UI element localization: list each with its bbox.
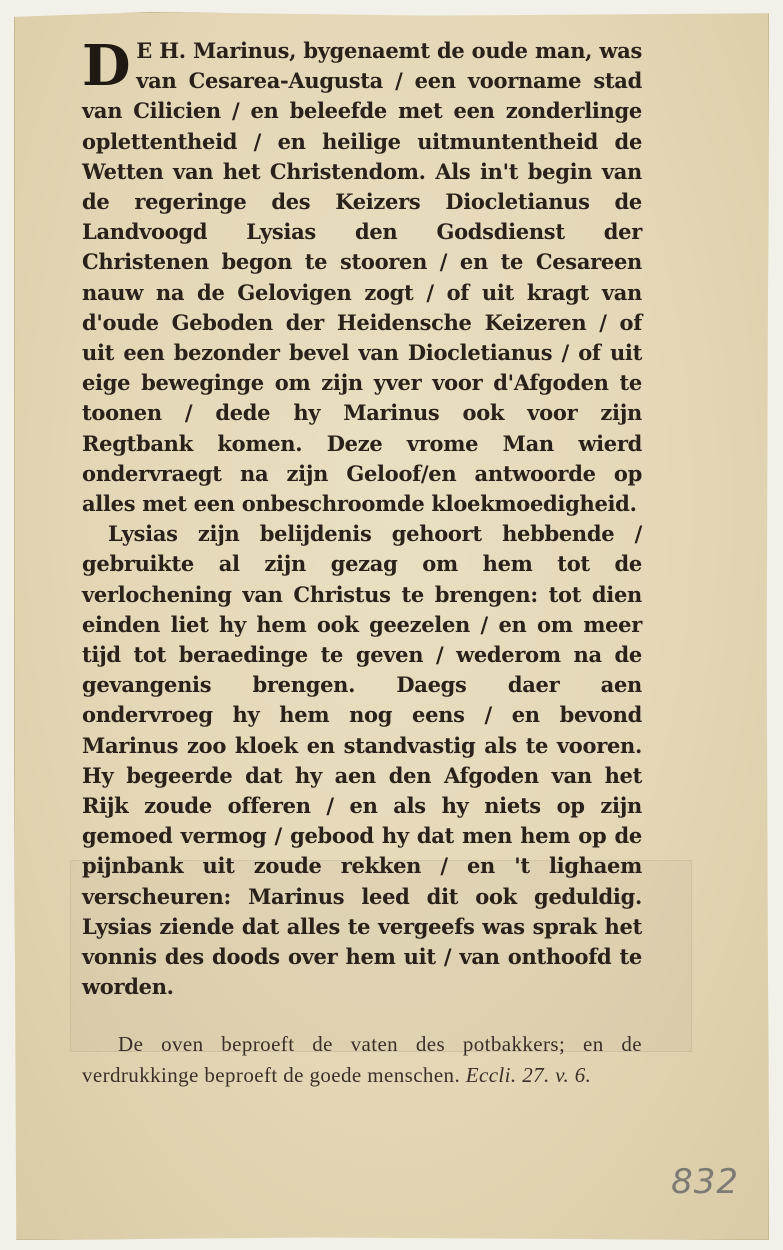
page-number: 832 xyxy=(671,1162,739,1202)
paragraph-1-text: E H. Marinus, bygenaemt de oude man, was van Cesarea-Augusta / een voorname stad van Cilicien / en beleefde met een zonderlinge oplettentheid / en heilige uitmuntentheid de Wetten van het Christendom. Als in't begin van de regeringe des Keizers Diocletianus de Landvoogd Lysias den Godsdienst der Christenen begon te stooren / en te Cesareen nauw na de Gelovigen zogt / of uit kragt van d'oude Geboden der Heidensche Keizeren / of uit een bezonder bevel van Diocletianus / of uit eige beweginge om zijn yver voor d'Afgoden te toonen / dede hy Marinus ook voor zijn Regtbank komen. Deze vrome Man wierd ondervraegt na zijn Geloof/en antwoorde op alles met een onbeschroomde kloekmoedigheid. xyxy=(82,38,642,517)
paragraph-1 xyxy=(82,33,642,519)
scripture-quote xyxy=(82,1029,642,1091)
paragraph-2 xyxy=(82,519,642,1002)
quote-reference: Eccli. 27. v. 6. xyxy=(465,1062,592,1087)
document-text-block xyxy=(82,33,642,1112)
quote-text: De oven beproeft de vaten des potbakkers; en de verdrukkinge beproeft de goede menschen. xyxy=(82,1031,642,1087)
paragraph-2-text: Lysias zijn belijdenis gehoort hebbende / gebruikte al zijn gezag om hem tot de verlochening van Christus te brengen: tot dien einden liet hy hem ook geezelen / en om meer tijd tot beraedinge te geven / wederom na de gevangenis brengen. Daegs daer aen ondervroeg hy hem nog eens / en bevond Marinus zoo kloek en standvastig als te vooren. Hy begeerde dat hy aen den Afgoden van het Rijk zoude offeren / en als hy niets op zijn gemoed vermog / gebood hy dat men hem op de pijnbank uit zoude rekken / en 't lighaem verscheuren: Marinus leed dit ook geduldig. Lysias ziende dat alles te vergeefs was sprak het vonnis des doods over hem uit / van onthoofd te worden. xyxy=(82,521,642,1000)
drop-cap: D xyxy=(82,33,131,99)
